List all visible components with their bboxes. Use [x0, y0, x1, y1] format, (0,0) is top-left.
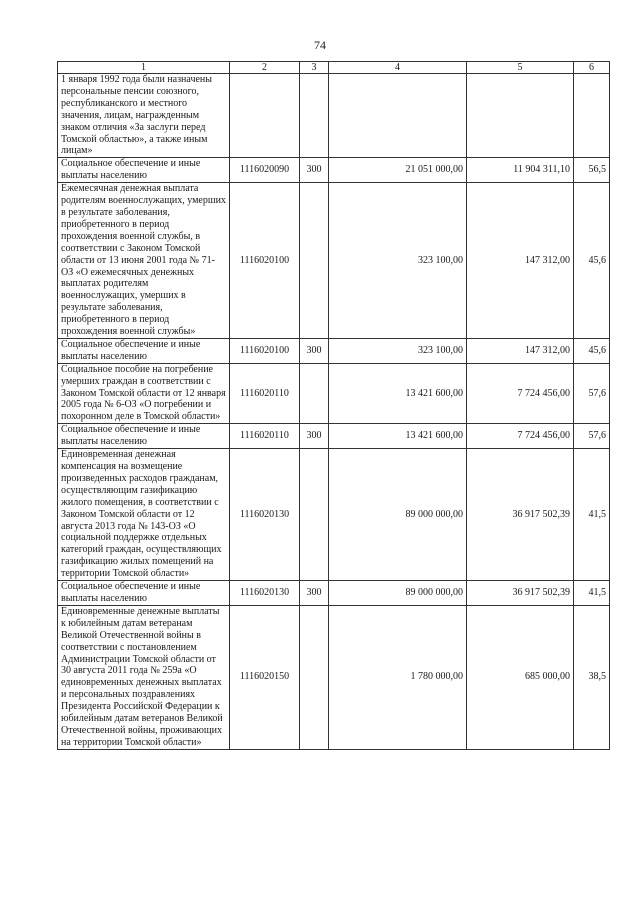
table-body — [58, 74, 610, 750]
cell-expense-type: 300 — [300, 338, 329, 363]
table-row — [58, 338, 610, 363]
table-row — [58, 74, 610, 158]
cell-expense-type — [300, 449, 329, 581]
cell-actual: 7 724 456,00 — [467, 363, 574, 424]
cell-percent: 57,6 — [574, 424, 610, 449]
header-col-2: 2 — [230, 62, 300, 74]
cell-name: Социальное пособие на погребение умерших граждан в соответствии с Законом Томской области от 12 января 2005 года № 6-ОЗ «О погребении и похоронном деле в Томской области» — [58, 363, 230, 424]
cell-actual: 685 000,00 — [467, 605, 574, 749]
table-row — [58, 605, 610, 749]
cell-code: 1116020130 — [230, 581, 300, 606]
cell-name: Ежемесячная денежная выплата родителям военнослужащих, умерших в результате заболевания, приобретенного в период прохождения военной службы, в соответствии с Законом Томской области от 13 июня 2001 года № 71-ОЗ «О ежемесячных денежных выплатах родителям военнослужащих, умерших в результате заболевания, приобретенного в период прохождения военной службы» — [58, 183, 230, 339]
cell-expense-type — [300, 363, 329, 424]
cell-plan — [329, 74, 467, 158]
cell-expense-type: 300 — [300, 424, 329, 449]
header-col-1: 1 — [58, 62, 230, 74]
cell-actual: 11 904 311,10 — [467, 158, 574, 183]
cell-actual: 147 312,00 — [467, 183, 574, 339]
header-col-5: 5 — [467, 62, 574, 74]
cell-code: 1116020100 — [230, 183, 300, 339]
cell-percent: 41,5 — [574, 449, 610, 581]
table-row — [58, 581, 610, 606]
cell-name: Единовременные денежные выплаты к юбилейным датам ветеранам Великой Отечественной войны в соответствии с постановлением Администрации Томской области от 30 августа 2011 года № 259а «О единовременных денежных выплатах и персональных поздравлениях Президента Российской Федерации к юбилейным датам ветеранов Великой Отечественной войны, проживающих на территории Томской области» — [58, 605, 230, 749]
cell-plan: 21 051 000,00 — [329, 158, 467, 183]
cell-plan: 13 421 600,00 — [329, 424, 467, 449]
cell-name: Социальное обеспечение и иные выплаты населению — [58, 158, 230, 183]
table-row — [58, 363, 610, 424]
cell-percent: 41,5 — [574, 581, 610, 606]
cell-actual — [467, 74, 574, 158]
cell-plan: 323 100,00 — [329, 338, 467, 363]
cell-actual: 147 312,00 — [467, 338, 574, 363]
cell-plan: 89 000 000,00 — [329, 449, 467, 581]
cell-plan: 13 421 600,00 — [329, 363, 467, 424]
cell-expense-type — [300, 74, 329, 158]
header-col-4: 4 — [329, 62, 467, 74]
cell-code: 1116020090 — [230, 158, 300, 183]
cell-percent: 45,6 — [574, 183, 610, 339]
cell-code: 1116020130 — [230, 449, 300, 581]
cell-plan: 323 100,00 — [329, 183, 467, 339]
cell-plan: 1 780 000,00 — [329, 605, 467, 749]
cell-name: Единовременная денежная компенсация на возмещение произведенных расходов гражданам, осуществляющим газификацию жилого помещения, в соответствии с Законом Томской области от 12 августа 2013 года № 143-ОЗ «О социальной поддержке отдельных категорий граждан, осуществляющих газификацию жилых помещений на территории Томской области» — [58, 449, 230, 581]
cell-actual: 36 917 502,39 — [467, 449, 574, 581]
cell-percent: 56,5 — [574, 158, 610, 183]
cell-name: Социальное обеспечение и иные выплаты населению — [58, 581, 230, 606]
header-col-6: 6 — [574, 62, 610, 74]
cell-expense-type — [300, 605, 329, 749]
cell-code: 1116020150 — [230, 605, 300, 749]
cell-code: 1116020100 — [230, 338, 300, 363]
header-row — [58, 62, 610, 74]
cell-code: 1116020110 — [230, 424, 300, 449]
cell-expense-type: 300 — [300, 581, 329, 606]
cell-percent: 38,5 — [574, 605, 610, 749]
cell-actual: 7 724 456,00 — [467, 424, 574, 449]
cell-expense-type — [300, 183, 329, 339]
cell-expense-type: 300 — [300, 158, 329, 183]
cell-name: Социальное обеспечение и иные выплаты населению — [58, 338, 230, 363]
cell-plan: 89 000 000,00 — [329, 581, 467, 606]
table-row — [58, 424, 610, 449]
header-col-3: 3 — [300, 62, 329, 74]
cell-code — [230, 74, 300, 158]
cell-actual: 36 917 502,39 — [467, 581, 574, 606]
page-number: 74 — [314, 38, 326, 52]
cell-name: Социальное обеспечение и иные выплаты населению — [58, 424, 230, 449]
budget-table — [57, 61, 610, 750]
table-row — [58, 183, 610, 339]
cell-name: 1 января 1992 года были назначены персональные пенсии союзного, республиканского и местного значения, лицам, награжденным знаком отличия «За заслуги перед Томской областью», а также иным лицам» — [58, 74, 230, 158]
cell-percent — [574, 74, 610, 158]
cell-percent: 45,6 — [574, 338, 610, 363]
table-row — [58, 449, 610, 581]
cell-percent: 57,6 — [574, 363, 610, 424]
cell-code: 1116020110 — [230, 363, 300, 424]
table-row — [58, 158, 610, 183]
